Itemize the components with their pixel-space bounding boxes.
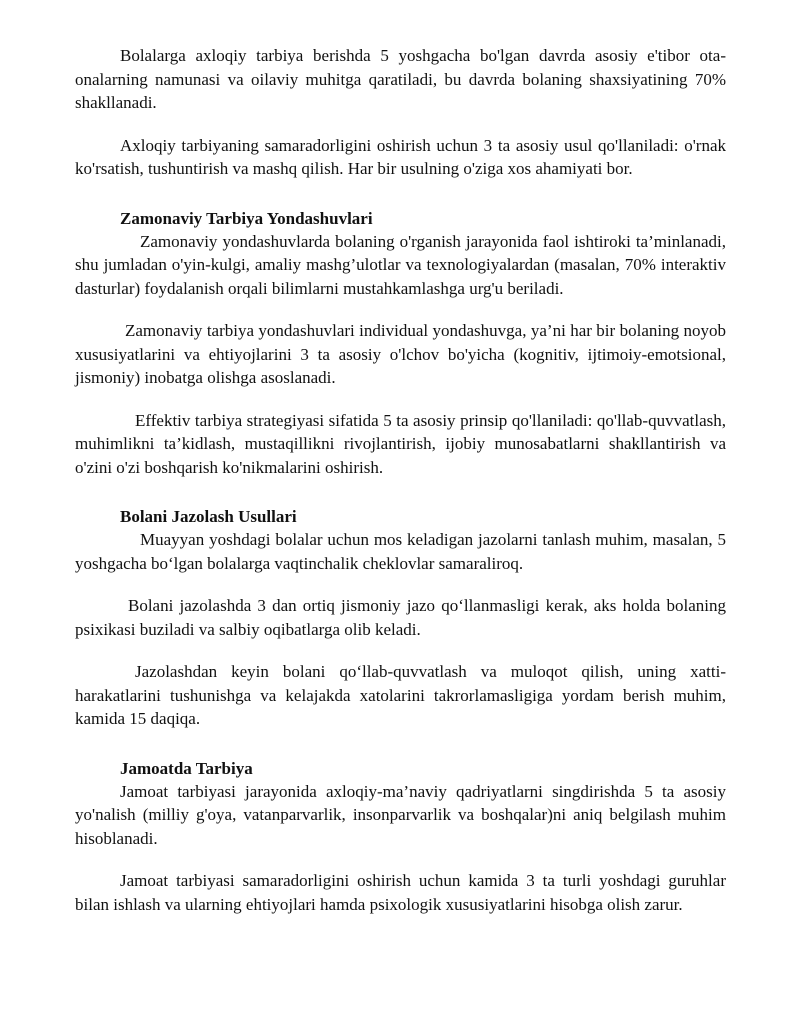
section-heading-modern-approaches: Zamonaviy Tarbiya Yondashuvlari (120, 208, 373, 228)
modern-approaches-paragraph-1: Zamonaviy yondashuvlarda bolaning o'rganish jarayonida faol ishtiroki ta’minlanadi, shu jumladan o'yin-kulgi, amaliy mashg’ulotlar va texnologiyalardan (masalan, 70% interaktiv dasturlar) foydalanish orqali bilimlarni mustahkamlashga urg'u beriladi. (75, 231, 726, 298)
punishment-paragraph-1: Muayyan yoshdagi bolalar uchun mos keladigan jazolarni tanlash muhim, masalan, 5 yoshgacha bo‘lgan bolalarga vaqtinchalik cheklovlar samaraliroq. (75, 530, 726, 573)
document-page (75, 44, 726, 916)
section-heading-community-upbringing: Jamoatda Tarbiya (120, 758, 253, 778)
community-paragraph-1: Jamoat tarbiyasi jarayonida axloqiy-ma’naviy qadriyatlarni singdirishda 5 ta asosiy yo'nalish (milliy g'oya, vatanparvarlik, insonparvarlik va boshqalar)ni aniq belgilash muhim hisoblanadi. (75, 781, 726, 848)
community-paragraph-2: Jamoat tarbiyasi samaradorligini oshirish uchun kamida 3 ta turli yoshdagi guruhlar bilan ishlash va ularning ehtiyojlari hamda psixologik xususiyatlarini hisobga olish zarur. (75, 871, 726, 914)
punishment-paragraph-3: Jazolashdan keyin bolani qo‘llab-quvvatlash va muloqot qilish, uning xatti-harakatlarini tushunishga va kelajakda xatolarini takrorlamasligiga yordam berish muhim, kamida 15 daqiqa. (75, 662, 726, 728)
punishment-paragraph-2: Bolani jazolashda 3 dan ortiq jismoniy jazo qo‘llanmasligi kerak, aks holda bolaning psixikasi buziladi va salbiy oqibatlarga olib keladi. (75, 596, 726, 639)
intro-paragraph-2: Axloqiy tarbiyaning samaradorligini oshirish uchun 3 ta asosiy usul qo'llaniladi: o'rnak ko'rsatish, tushuntirish va mashq qilish. Har bir usulning o'ziga xos ahamiyati bor. (75, 135, 726, 178)
modern-approaches-paragraph-2: Zamonaviy tarbiya yondashuvlari individual yondashuvga, ya’ni har bir bolaning noyob xususiyatlarini va ehtiyojlarini 3 ta asosiy o'lchov bo'yicha (kognitiv, ijtimoiy-emotsional, jismoniy) inobatga olishga asoslanadi. (75, 321, 726, 387)
section-heading-punishment-methods: Bolani Jazolash Usullari (120, 507, 297, 526)
intro-paragraph-1: Bolalarga axloqiy tarbiya berishda 5 yoshgacha bo'lgan davrda asosiy e'tibor ota-onalarning namunasi va oilaviy muhitga qaratiladi, bu davrda bolaning shaxsiyatining 70% shakllanadi. (75, 46, 726, 112)
modern-approaches-paragraph-3: Effektiv tarbiya strategiyasi sifatida 5 ta asosiy prinsip qo'llaniladi: qo'llab-quvvatlash, muhimlikni ta’kidlash, mustaqillikni rivojlantirish, ijobiy munosabatlarni shakllantirish va o'zini o'zi boshqarish ko'nikmalarini oshirish. (75, 410, 726, 477)
